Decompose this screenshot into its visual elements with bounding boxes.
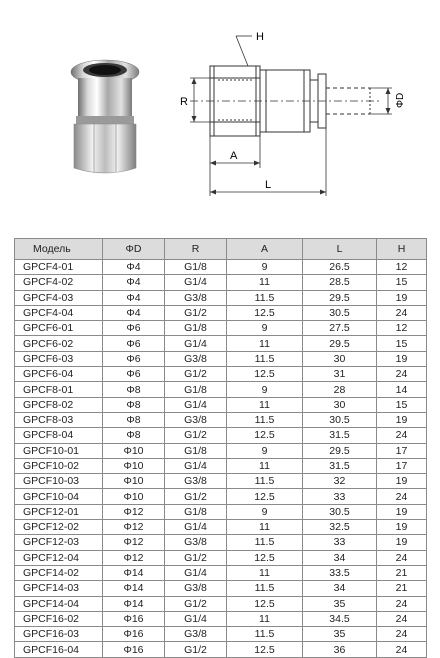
cell-r: G1/8 [165, 260, 227, 275]
cell-a: 12.5 [227, 489, 303, 504]
cell-r: G1/4 [165, 611, 227, 626]
cell-l: 30 [303, 397, 377, 412]
cell-h: 15 [377, 275, 427, 290]
cell-a: 11.5 [227, 581, 303, 596]
col-header-a: A [227, 239, 303, 260]
cell-l: 34 [303, 550, 377, 565]
cell-l: 30.5 [303, 504, 377, 519]
cell-model: GPCF10-01 [15, 443, 103, 458]
cell-model: GPCF16-04 [15, 642, 103, 657]
cell-a: 11 [227, 275, 303, 290]
cell-a: 9 [227, 443, 303, 458]
cell-d: Φ8 [103, 397, 165, 412]
cell-d: Φ16 [103, 611, 165, 626]
cell-h: 24 [377, 550, 427, 565]
cell-d: Φ10 [103, 474, 165, 489]
cell-r: G3/8 [165, 627, 227, 642]
cell-r: G1/2 [165, 367, 227, 382]
cell-r: G3/8 [165, 351, 227, 366]
cell-d: Φ6 [103, 321, 165, 336]
table-row [15, 275, 427, 290]
label-l: L [265, 179, 272, 191]
cell-d: Φ4 [103, 290, 165, 305]
cell-r: G3/8 [165, 535, 227, 550]
cell-r: G1/8 [165, 321, 227, 336]
cell-model: GPCF10-04 [15, 489, 103, 504]
cell-a: 9 [227, 504, 303, 519]
table-row [15, 428, 427, 443]
cell-r: G1/2 [165, 596, 227, 611]
cell-a: 11.5 [227, 412, 303, 427]
cell-r: G3/8 [165, 581, 227, 596]
cell-l: 28.5 [303, 275, 377, 290]
table-row [15, 458, 427, 473]
cell-d: Φ12 [103, 504, 165, 519]
cell-r: G1/2 [165, 428, 227, 443]
cell-l: 30.5 [303, 412, 377, 427]
cell-model: GPCF10-03 [15, 474, 103, 489]
cell-h: 24 [377, 305, 427, 320]
label-r: R [180, 96, 188, 108]
cell-a: 11.5 [227, 351, 303, 366]
cell-r: G1/4 [165, 336, 227, 351]
table-row [15, 489, 427, 504]
cell-model: GPCF4-03 [15, 290, 103, 305]
cell-a: 11 [227, 336, 303, 351]
col-header-h: H [377, 239, 427, 260]
cell-r: G3/8 [165, 412, 227, 427]
cell-model: GPCF12-03 [15, 535, 103, 550]
spec-table [14, 238, 427, 658]
table-row [15, 474, 427, 489]
table-row [15, 321, 427, 336]
cell-model: GPCF4-01 [15, 260, 103, 275]
table-row [15, 412, 427, 427]
cell-h: 19 [377, 520, 427, 535]
table-row [15, 611, 427, 626]
cell-r: G1/2 [165, 642, 227, 657]
table-row [15, 565, 427, 580]
cell-l: 35 [303, 627, 377, 642]
cell-a: 11.5 [227, 474, 303, 489]
cell-d: Φ4 [103, 275, 165, 290]
technical-drawing [160, 18, 420, 208]
cell-h: 21 [377, 565, 427, 580]
cell-model: GPCF6-02 [15, 336, 103, 351]
cell-model: GPCF6-03 [15, 351, 103, 366]
cell-h: 24 [377, 489, 427, 504]
cell-a: 11 [227, 520, 303, 535]
cell-model: GPCF10-02 [15, 458, 103, 473]
cell-h: 14 [377, 382, 427, 397]
cell-h: 12 [377, 260, 427, 275]
cell-h: 21 [377, 581, 427, 596]
cell-l: 33.5 [303, 565, 377, 580]
cell-l: 29.5 [303, 443, 377, 458]
cell-d: Φ14 [103, 565, 165, 580]
cell-r: G1/4 [165, 397, 227, 412]
cell-h: 19 [377, 535, 427, 550]
table-row [15, 504, 427, 519]
cell-h: 19 [377, 351, 427, 366]
cell-h: 12 [377, 321, 427, 336]
cell-a: 12.5 [227, 367, 303, 382]
fitting-photo [60, 50, 150, 185]
cell-l: 33 [303, 535, 377, 550]
cell-a: 11 [227, 458, 303, 473]
cell-a: 9 [227, 382, 303, 397]
cell-r: G1/2 [165, 550, 227, 565]
cell-h: 15 [377, 397, 427, 412]
cell-d: Φ14 [103, 596, 165, 611]
cell-r: G1/4 [165, 520, 227, 535]
cell-a: 9 [227, 260, 303, 275]
cell-h: 24 [377, 642, 427, 657]
cell-d: Φ10 [103, 458, 165, 473]
cell-a: 12.5 [227, 550, 303, 565]
cell-model: GPCF6-01 [15, 321, 103, 336]
table-row [15, 336, 427, 351]
cell-l: 27.5 [303, 321, 377, 336]
cell-h: 19 [377, 290, 427, 305]
cell-d: Φ10 [103, 443, 165, 458]
cell-l: 28 [303, 382, 377, 397]
cell-d: Φ8 [103, 412, 165, 427]
col-header-l: L [303, 239, 377, 260]
cell-model: GPCF16-02 [15, 611, 103, 626]
cell-a: 12.5 [227, 305, 303, 320]
cell-r: G3/8 [165, 474, 227, 489]
cell-l: 31.5 [303, 428, 377, 443]
cell-h: 19 [377, 504, 427, 519]
cell-l: 36 [303, 642, 377, 657]
cell-l: 30.5 [303, 305, 377, 320]
cell-d: Φ4 [103, 305, 165, 320]
cell-a: 11 [227, 397, 303, 412]
cell-r: G1/8 [165, 382, 227, 397]
label-d: ΦD [395, 92, 406, 108]
cell-l: 34 [303, 581, 377, 596]
cell-l: 32.5 [303, 520, 377, 535]
table-row [15, 305, 427, 320]
cell-h: 19 [377, 412, 427, 427]
cell-model: GPCF14-04 [15, 596, 103, 611]
cell-model: GPCF8-02 [15, 397, 103, 412]
cell-model: GPCF8-01 [15, 382, 103, 397]
cell-d: Φ6 [103, 351, 165, 366]
label-h: H [256, 31, 264, 43]
cell-l: 31 [303, 367, 377, 382]
table-row [15, 596, 427, 611]
table-row [15, 260, 427, 275]
col-header-d: ΦD [103, 239, 165, 260]
cell-r: G1/4 [165, 275, 227, 290]
cell-h: 19 [377, 474, 427, 489]
table-row [15, 581, 427, 596]
cell-model: GPCF14-03 [15, 581, 103, 596]
cell-model: GPCF16-03 [15, 627, 103, 642]
table-row [15, 642, 427, 657]
cell-d: Φ6 [103, 336, 165, 351]
cell-a: 11.5 [227, 535, 303, 550]
table-body [15, 260, 427, 658]
table-row [15, 520, 427, 535]
cell-model: GPCF12-02 [15, 520, 103, 535]
cell-r: G1/4 [165, 565, 227, 580]
cell-model: GPCF4-04 [15, 305, 103, 320]
col-header-r: R [165, 239, 227, 260]
cell-model: GPCF8-03 [15, 412, 103, 427]
cell-model: GPCF6-04 [15, 367, 103, 382]
cell-l: 26.5 [303, 260, 377, 275]
cell-d: Φ12 [103, 520, 165, 535]
cell-d: Φ16 [103, 627, 165, 642]
spec-table-container [14, 238, 426, 658]
cell-r: G1/2 [165, 489, 227, 504]
cell-a: 11 [227, 611, 303, 626]
cell-h: 15 [377, 336, 427, 351]
cell-model: GPCF4-02 [15, 275, 103, 290]
cell-h: 24 [377, 596, 427, 611]
cell-r: G3/8 [165, 290, 227, 305]
cell-a: 11 [227, 565, 303, 580]
cell-r: G1/8 [165, 504, 227, 519]
cell-a: 12.5 [227, 596, 303, 611]
cell-d: Φ16 [103, 642, 165, 657]
cell-h: 24 [377, 367, 427, 382]
cell-a: 12.5 [227, 642, 303, 657]
cell-d: Φ12 [103, 550, 165, 565]
cell-d: Φ14 [103, 581, 165, 596]
cell-l: 35 [303, 596, 377, 611]
cell-a: 11.5 [227, 627, 303, 642]
table-row [15, 367, 427, 382]
cell-d: Φ12 [103, 535, 165, 550]
cell-r: G1/4 [165, 458, 227, 473]
cell-d: Φ8 [103, 428, 165, 443]
cell-r: G1/8 [165, 443, 227, 458]
cell-h: 24 [377, 627, 427, 642]
table-header-row [15, 239, 427, 260]
cell-model: GPCF14-02 [15, 565, 103, 580]
cell-h: 24 [377, 428, 427, 443]
table-row [15, 535, 427, 550]
table-row [15, 351, 427, 366]
cell-l: 32 [303, 474, 377, 489]
table-row [15, 550, 427, 565]
cell-l: 29.5 [303, 290, 377, 305]
cell-model: GPCF12-04 [15, 550, 103, 565]
table-row [15, 397, 427, 412]
table-row [15, 382, 427, 397]
cell-h: 24 [377, 611, 427, 626]
cell-l: 33 [303, 489, 377, 504]
col-header-model: Модель [15, 239, 103, 260]
cell-model: GPCF8-04 [15, 428, 103, 443]
cell-r: G1/2 [165, 305, 227, 320]
cell-a: 12.5 [227, 428, 303, 443]
cell-l: 30 [303, 351, 377, 366]
cell-h: 17 [377, 443, 427, 458]
cell-model: GPCF12-01 [15, 504, 103, 519]
cell-a: 11.5 [227, 290, 303, 305]
cell-l: 31.5 [303, 458, 377, 473]
label-a: A [230, 150, 238, 162]
cell-d: Φ6 [103, 367, 165, 382]
cell-d: Φ8 [103, 382, 165, 397]
table-row [15, 443, 427, 458]
cell-l: 29.5 [303, 336, 377, 351]
cell-d: Φ4 [103, 260, 165, 275]
cell-h: 17 [377, 458, 427, 473]
table-row [15, 627, 427, 642]
cell-a: 9 [227, 321, 303, 336]
table-row [15, 290, 427, 305]
cell-d: Φ10 [103, 489, 165, 504]
cell-l: 34.5 [303, 611, 377, 626]
